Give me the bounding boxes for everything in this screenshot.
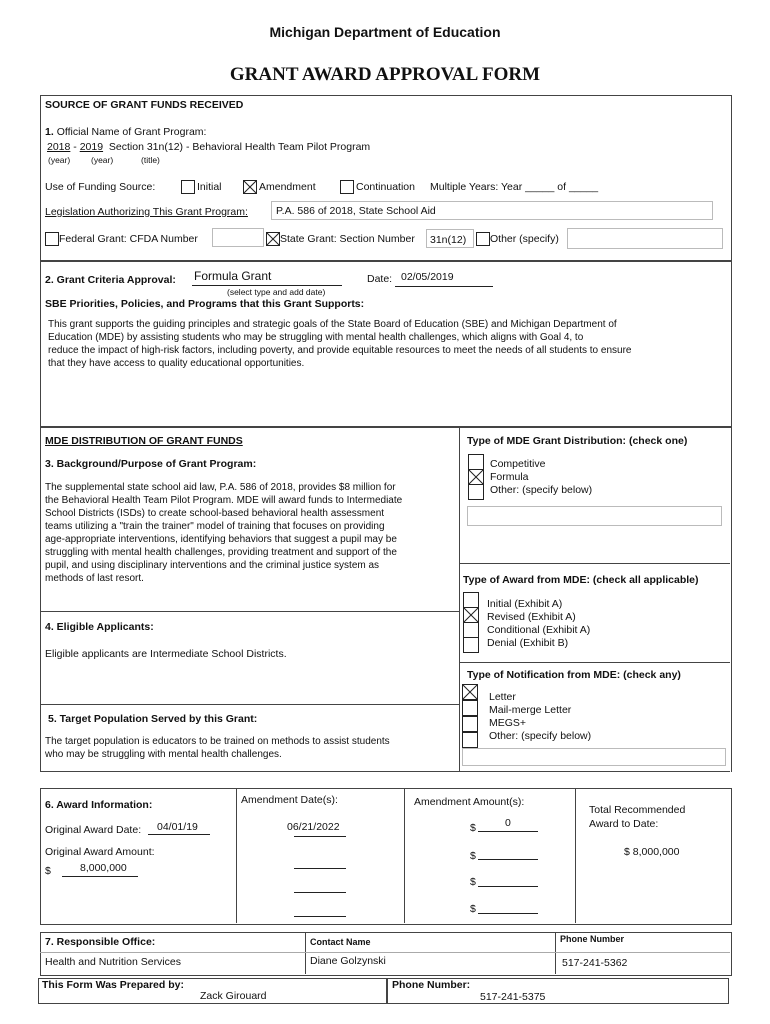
check-x-mark	[244, 181, 256, 193]
distribution-bottom	[40, 771, 730, 772]
program-name-line: 2018 - 2019 Section 31n(12) - Behavioral Health Team Pilot Program	[47, 141, 371, 153]
office-phone-value: 517-241-5362	[562, 957, 628, 969]
distribution-heading: MDE DISTRIBUTION OF GRANT FUNDS	[45, 435, 243, 447]
award-initial-checkbox[interactable]	[463, 592, 479, 608]
amend-dollar-1: $	[470, 822, 476, 834]
dist-other-specify-field[interactable]	[467, 506, 722, 526]
notif-other-specify-field[interactable]	[462, 748, 726, 766]
year-end: 2019	[79, 141, 104, 153]
date-label: Date:	[367, 273, 393, 285]
contact-name-label: Contact Name	[310, 937, 371, 947]
amend-amount-line-4	[478, 913, 538, 914]
amendment-amount-1: 0	[505, 817, 511, 829]
q4-label: 4. Eligible Applicants:	[45, 621, 154, 633]
orig-amount-underline	[62, 876, 138, 877]
initial-checkbox[interactable]	[181, 180, 195, 194]
formula-checkbox[interactable]	[468, 469, 484, 485]
amendment-label: Amendment	[259, 181, 316, 193]
office-divider-2	[555, 932, 556, 974]
caption-year-1: (year)	[48, 155, 71, 165]
notif-other-checkbox[interactable]	[462, 732, 478, 748]
state-grant-checkbox[interactable]	[266, 232, 280, 246]
criteria-underline	[192, 285, 342, 286]
type-award-heading: Type of Award from MDE: (check all applicable)	[463, 574, 699, 586]
prepared-by-value: Zack Girouard	[200, 990, 267, 1002]
award-divider-1	[236, 788, 237, 923]
criteria-label: 2. Grant Criteria Approval:	[45, 274, 176, 286]
type-notification-heading: Type of Notification from MDE: (check any)	[467, 669, 681, 681]
year-start: 2018	[47, 141, 71, 153]
initial-label: Initial	[197, 181, 222, 193]
sbe-paragraph: This grant supports the guiding principles and strategic goals of the State Board of Education (SBE) and Michigan Department of Education (MDE) by assisting students who may be struggling with mental health challenges, which aligns with Goal 4, to reduce the impact of high-risk factors, including poverty, and provide equitable resources to meet the needs of all students to ensure that they have access to quality educational opportunities.	[48, 319, 632, 369]
award-divider-3	[575, 788, 576, 923]
type-award-options: Initial (Exhibit A) Revised (Exhibit A) Conditional (Exhibit A) Denial (Exhibit B)	[487, 598, 591, 649]
prepared-by-label: This Form Was Prepared by:	[42, 979, 184, 991]
responsible-office-value: Health and Nutrition Services	[45, 956, 181, 968]
amendment-amounts-label: Amendment Amount(s):	[414, 796, 525, 808]
department-name: Michigan Department of Education	[269, 24, 501, 40]
continuation-checkbox[interactable]	[340, 180, 354, 194]
award-conditional-checkbox[interactable]	[463, 622, 479, 638]
notif-letter-checkbox[interactable]	[462, 684, 478, 700]
prepared-phone-label: Phone Number:	[392, 979, 471, 991]
office-row-separator	[40, 952, 730, 953]
q3-label: 3. Background/Purpose of Grant Program:	[45, 458, 257, 470]
responsible-office-label: 7. Responsible Office:	[45, 936, 156, 948]
type-distribution-options: Competitive Formula Other: (specify below)	[490, 458, 593, 496]
prepared-phone-value: 517-241-5375	[480, 991, 546, 1003]
amend-dollar-4: $	[470, 903, 476, 915]
notif-mailmerge-checkbox[interactable]	[462, 700, 478, 716]
section-number-value: 31n(12)	[430, 234, 467, 246]
other-grant-checkbox[interactable]	[476, 232, 490, 246]
orig-amount-label: Original Award Amount:	[45, 846, 155, 858]
award-divider-2	[404, 788, 405, 923]
criteria-caption: (select type and add date)	[227, 287, 326, 297]
caption-year-2: (year)	[91, 155, 114, 165]
orig-date-label: Original Award Date:	[45, 824, 142, 836]
orig-date-value: 04/01/19	[157, 821, 198, 833]
check-x-mark	[469, 470, 483, 484]
federal-grant-checkbox[interactable]	[45, 232, 59, 246]
notif-megs-checkbox[interactable]	[462, 716, 478, 732]
type-award-separator	[459, 563, 730, 564]
type-notification-options: Letter Mail-merge Letter MEGS+ Other: (specify below)	[489, 691, 592, 742]
federal-grant-label: Federal Grant: CFDA Number	[59, 233, 198, 245]
caption-title: (title)	[141, 155, 160, 165]
source-heading: SOURCE OF GRANT FUNDS RECEIVED	[45, 99, 244, 111]
sbe-heading: SBE Priorities, Policies, and Programs that this Grant Supports:	[45, 298, 365, 310]
amend-date-line-3	[294, 892, 346, 893]
office-divider-1	[305, 932, 306, 974]
q5-separator	[40, 704, 460, 705]
continuation-label: Continuation	[356, 181, 415, 193]
amend-dollar-2: $	[470, 850, 476, 862]
legislation-value: P.A. 586 of 2018, State School Aid	[276, 205, 436, 217]
check-x-mark	[267, 233, 279, 245]
amend-amount-line-3	[478, 886, 538, 887]
contact-name-value: Diane Golzynski	[310, 955, 386, 967]
award-denial-checkbox[interactable]	[463, 637, 479, 653]
orig-amount-value: 8,000,000	[80, 862, 127, 874]
amendment-date-1: 06/21/2022	[287, 821, 340, 833]
amend-amount-line-2	[478, 859, 538, 860]
office-phone-label: Phone Number	[560, 934, 625, 944]
orig-amount-dollar: $	[45, 865, 51, 877]
total-value: $ 8,000,000	[624, 846, 680, 858]
award-revised-checkbox[interactable]	[463, 607, 479, 623]
other-grant-label: Other (specify)	[490, 233, 559, 245]
use-of-funding-label: Use of Funding Source:	[45, 181, 156, 193]
q1-label: 1. Official Name of Grant Program:	[45, 126, 207, 138]
date-underline	[395, 286, 493, 287]
orig-date-underline	[148, 834, 210, 835]
cfda-number-field[interactable]	[212, 228, 264, 247]
amend-date-line-1	[294, 836, 346, 837]
dist-other-checkbox[interactable]	[468, 484, 484, 500]
other-specify-field[interactable]	[567, 228, 723, 249]
multiple-years-text: Multiple Years: Year _____ of _____	[430, 181, 599, 193]
amend-amount-line-1	[478, 831, 538, 832]
q3-paragraph: The supplemental state school aid law, P.A. 586 of 2018, provides $8 million for the Behavioral Health Team Pilot Program. MDE will award funds to Intermediate School Districts (ISDs) to create school-based behavioral health assessment teams utilizing a "train the trainer" model of training that focuses on providing age-appropriate interventions, identifying behaviors that suggest a pupil may be struggling with mental health challenges, providing treatment and support of the pupil, and using disciplinary interventions and the criminal justice system as methods of last resort.	[45, 482, 403, 584]
state-grant-label: State Grant: Section Number	[280, 233, 415, 245]
q4-text: Eligible applicants are Intermediate School Districts.	[45, 648, 287, 660]
amend-date-line-4	[294, 916, 346, 917]
criteria-value: Formula Grant	[194, 269, 272, 283]
legislation-label: Legislation Authorizing This Grant Program:	[45, 206, 248, 218]
program-title: Section 31n(12) - Behavioral Health Team Pilot Program	[108, 141, 371, 153]
check-x-mark	[463, 685, 477, 699]
q5-paragraph: The target population is educators to be trained on methods to assist students who may be struggling with mental health challenges.	[45, 736, 390, 760]
amend-dollar-3: $	[470, 876, 476, 888]
amendment-dates-label: Amendment Date(s):	[241, 794, 338, 806]
q4-separator	[40, 611, 460, 612]
competitive-checkbox[interactable]	[468, 454, 484, 470]
amendment-checkbox[interactable]	[243, 180, 257, 194]
form-title: GRANT AWARD APPROVAL FORM	[229, 64, 541, 85]
date-value: 02/05/2019	[401, 271, 454, 283]
distribution-divider	[459, 426, 460, 771]
check-x-mark	[464, 608, 478, 622]
type-distribution-heading: Type of MDE Grant Distribution: (check one)	[467, 435, 688, 447]
q5-label: 5. Target Population Served by this Grant:	[48, 713, 258, 725]
total-label: Total Recommended Award to Date:	[589, 804, 686, 830]
award-info-label: 6. Award Information:	[45, 799, 153, 811]
amend-date-line-2	[294, 868, 346, 869]
type-notification-separator	[459, 662, 730, 663]
